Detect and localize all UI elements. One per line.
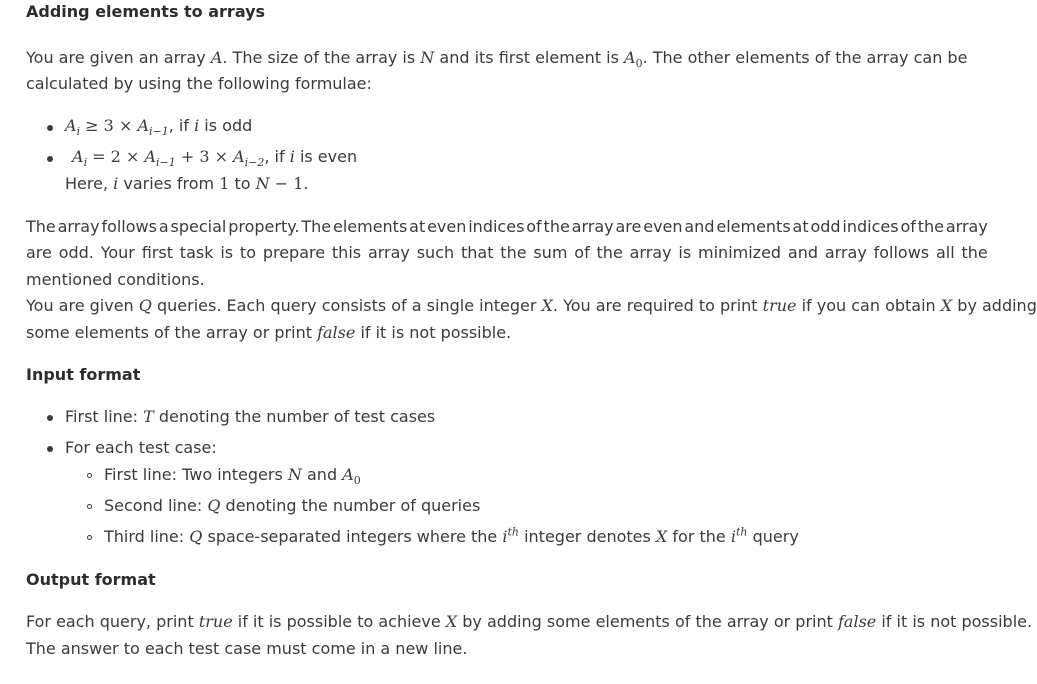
property-word: the <box>596 243 623 262</box>
property-word: sum <box>533 243 568 262</box>
property-word: odd. <box>58 243 94 262</box>
property-word: follows <box>101 217 157 236</box>
property-word: the <box>543 217 570 236</box>
bullet-marker <box>47 125 53 131</box>
property-word: all <box>935 243 955 262</box>
property-word: indices <box>468 217 525 236</box>
property-word: such <box>416 243 455 262</box>
output-format-heading: Output format <box>26 570 156 589</box>
property-word: even <box>643 217 683 236</box>
property-word: of <box>900 217 916 236</box>
property-word: array <box>57 217 100 236</box>
property-line-2 <box>26 243 988 263</box>
property-word: array <box>367 243 410 262</box>
input-sub-second-line: Second line: Q denoting the number of queries <box>104 496 481 515</box>
property-word: indices <box>842 217 899 236</box>
property-word: are <box>26 243 52 262</box>
property-word: array <box>824 243 867 262</box>
property-word: array <box>945 217 988 236</box>
property-word: of <box>574 243 590 262</box>
property-word: at <box>792 217 809 236</box>
property-word: the <box>500 243 527 262</box>
input-item-first-line: First line: T denoting the number of test cases <box>65 407 436 426</box>
property-word: is <box>220 243 234 262</box>
property-word: array <box>629 243 672 262</box>
sub-bullet-marker <box>87 473 92 478</box>
property-word: are <box>615 217 642 236</box>
input-item-each-test: For each test case: <box>65 438 217 457</box>
property-word: even <box>427 217 467 236</box>
page-title: Adding elements to arrays <box>26 2 266 21</box>
property-word: elements <box>716 217 791 236</box>
property-word: task <box>179 243 214 262</box>
input-sub-third-line: Third line: Q space-separated integers where the $i^{th}$ integer denotes X for the $i^{th}$ query <box>104 525 799 546</box>
sub-bullet-marker <box>87 504 92 509</box>
property-line-1 <box>26 217 988 237</box>
formula-odd: $A_i \ge 3 \times A_{i-1}$, if i is odd <box>65 116 253 139</box>
property-line-3: mentioned conditions. <box>26 270 205 289</box>
sub-bullet-marker <box>87 535 92 540</box>
property-word: follows <box>873 243 930 262</box>
property-word: the <box>961 243 988 262</box>
property-word: minimized <box>698 243 782 262</box>
property-word: Your <box>100 243 135 262</box>
property-word: to <box>239 243 256 262</box>
property-word: this <box>331 243 362 262</box>
output-line-1: For each query, print true if it is possible to achieve X by adding some elements of the array or print false if it is not possible. <box>26 612 1033 631</box>
property-word: is <box>678 243 692 262</box>
input-format-heading: Input format <box>26 365 141 384</box>
bullet-marker <box>47 156 53 162</box>
property-word: prepare <box>262 243 326 262</box>
property-word: The <box>301 217 332 236</box>
index-range: Here, i varies from 1 to N − 1. <box>65 174 309 193</box>
property-word: and <box>684 217 715 236</box>
queries-line-1: You are given Q queries. Each query consists of a single integer X. You are required to print true if you can obtain X by adding <box>26 296 1037 315</box>
property-word: the <box>917 217 944 236</box>
property-word: first <box>141 243 173 262</box>
property-word: a <box>158 217 169 236</box>
property-word: The <box>26 217 56 236</box>
bullet-marker <box>47 446 53 452</box>
property-word: at <box>409 217 426 236</box>
input-sub-first-line: First line: Two integers N and $A_0$ <box>104 465 361 488</box>
queries-line-2: some elements of the array or print false if it is not possible. <box>26 323 512 342</box>
formula-even: $A_i = 2 \times A_{i-1} + 3 \times A_{i-2}$, if i is even <box>72 147 358 170</box>
output-line-2: The answer to each test case must come in a new line. <box>26 639 468 658</box>
property-word: array <box>571 217 614 236</box>
property-word: elements <box>332 217 408 236</box>
bullet-marker <box>47 415 53 421</box>
intro-line-2: calculated by using the following formulae: <box>26 74 372 93</box>
property-word: property. <box>228 217 300 236</box>
intro-line-1: You are given an array A. The size of the array is N and its first element is $A_0$. The other elements of the array can be <box>26 48 968 71</box>
property-word: that <box>460 243 494 262</box>
property-word: special <box>170 217 227 236</box>
property-word: odd <box>810 217 841 236</box>
property-word: and <box>787 243 818 262</box>
property-word: of <box>526 217 542 236</box>
